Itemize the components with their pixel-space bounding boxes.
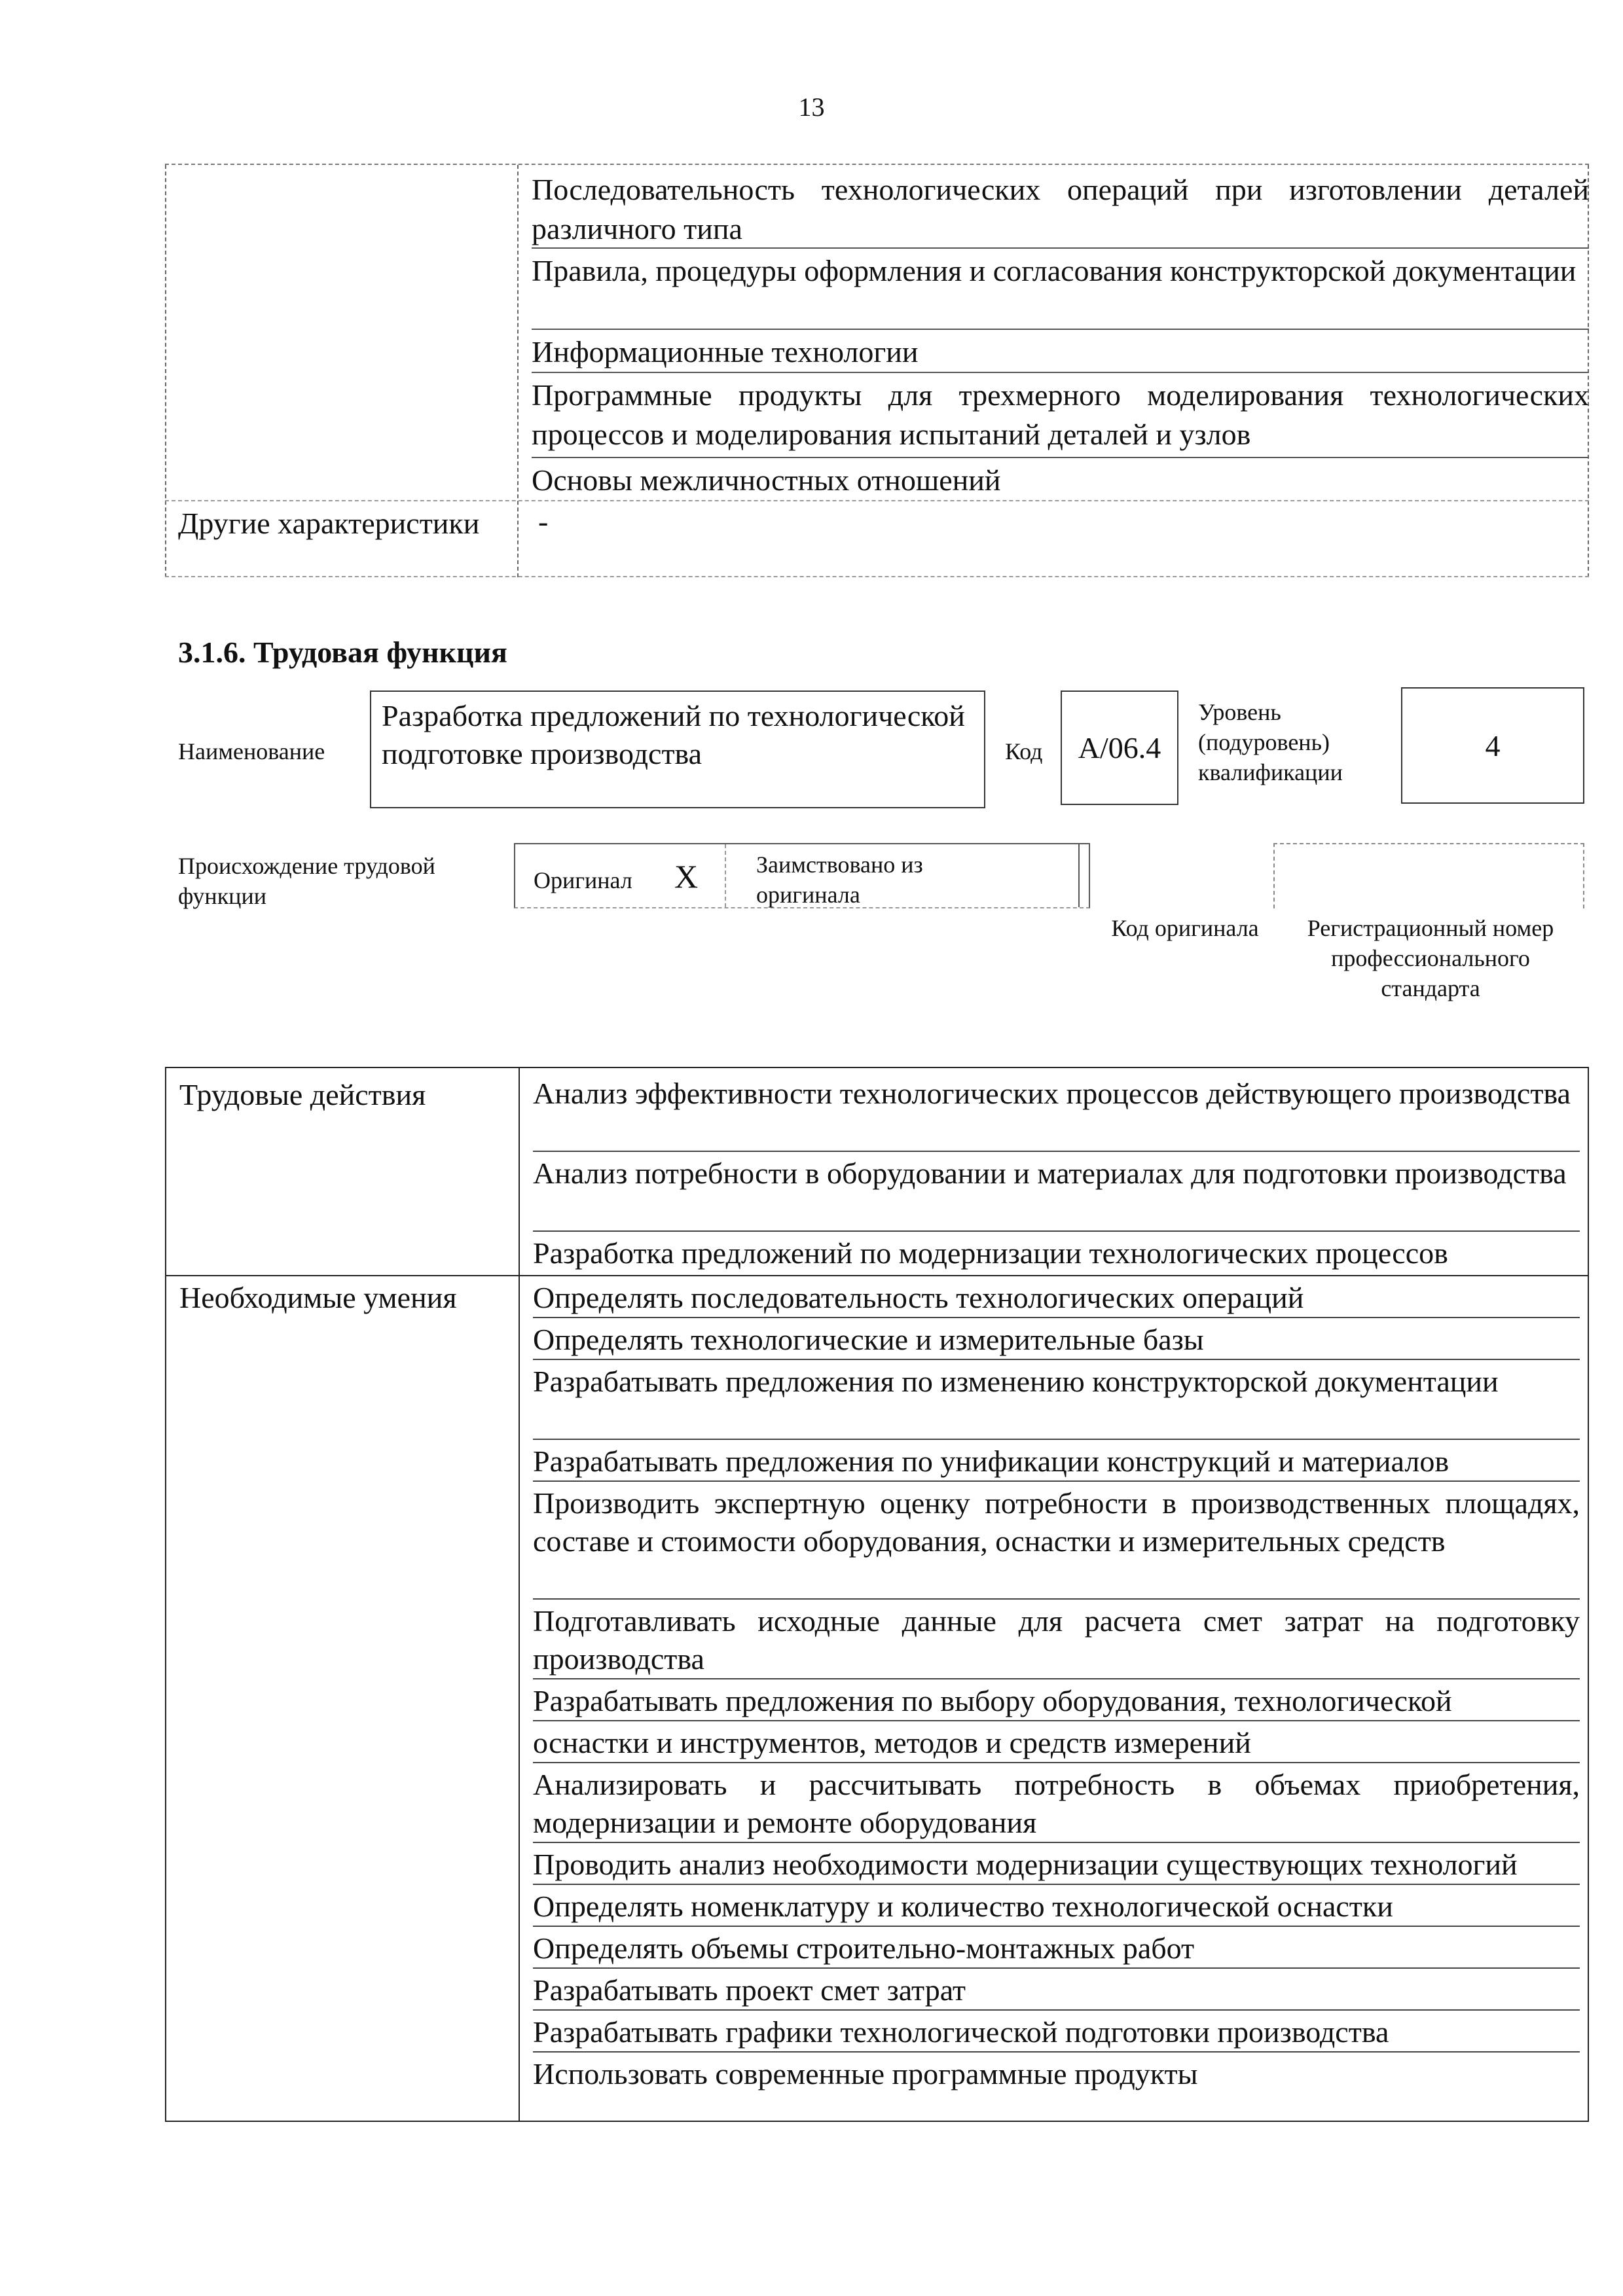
skill-item: Производить экспертную оценку потребности в производственных площадях, составе и стоимости оборудования, оснастки и измерительных средств — [533, 1484, 1580, 1600]
skill-item: Разрабатывать графики технологической подготовки производства — [533, 2013, 1580, 2053]
knowledge-item: Программные продукты для трехмерного моделирования технологических процессов и моделирования испытаний деталей и узлов — [532, 376, 1589, 458]
name-label: Наименование — [178, 738, 325, 764]
code-label: Код — [1005, 738, 1043, 764]
skill-item: оснастки и инструментов, методов и средств измерений — [533, 1724, 1580, 1763]
qualification-level-label: Уровень (подуровень) квалификации — [1198, 699, 1343, 785]
skill-item: Анализировать и рассчитывать потребность в объемах приобретения, модернизации и ремонте оборудования — [533, 1766, 1580, 1843]
function-code-value: A/06.4 — [1061, 691, 1178, 805]
page-number: 13 — [798, 92, 825, 122]
skill-item: Разрабатывать предложения по выбору оборудования, технологической — [533, 1682, 1580, 1721]
origin-label: Происхождение трудовой функции — [178, 853, 435, 909]
skill-item: Определять технологические и измерительные базы — [533, 1321, 1580, 1360]
qualification-level-value: 4 — [1401, 687, 1584, 804]
skill-item: Разрабатывать проект смет затрат — [533, 1971, 1580, 2011]
labor-action-item: Анализ эффективности технологических процессов действующего производства — [533, 1075, 1580, 1152]
reg-number-box — [1273, 843, 1584, 908]
labor-actions-label: Трудовые действия — [179, 1078, 426, 1111]
knowledge-item: Последовательность технологических операций при изготовлении деталей различного типа — [532, 170, 1589, 249]
reg-number-caption: Регистрационный номер профессионального стандарта — [1307, 915, 1554, 1001]
knowledge-item: Информационные технологии — [532, 332, 1589, 373]
code-original-caption: Код оригинала — [1111, 915, 1259, 941]
function-name-value: Разработка предложений по технологической подготовке производства — [370, 691, 985, 808]
labor-function-table — [165, 1067, 1589, 2122]
labor-action-item: Разработка предложений по модернизации технологических процессов — [533, 1236, 1448, 1270]
other-characteristics-value: - — [538, 505, 549, 538]
original-mark: X — [674, 858, 699, 895]
knowledge-item: Правила, процедуры оформления и согласования конструкторской документации — [532, 251, 1589, 330]
borrowed-label: Заимствовано из оригинала — [756, 852, 923, 908]
skill-item: Разрабатывать предложения по унификации конструкций и материалов — [533, 1443, 1580, 1482]
labor-action-item: Анализ потребности в оборудовании и материалах для подготовки производства — [533, 1155, 1580, 1232]
skill-item: Определять последовательность технологических операций — [533, 1279, 1580, 1318]
skill-item: Подготавливать исходные данные для расчета смет затрат на подготовку производства — [533, 1602, 1580, 1679]
skill-item: Использовать современные программные продукты — [533, 2057, 1198, 2090]
section-title: 3.1.6. Трудовая функция — [178, 636, 507, 669]
knowledge-item: Основы межличностных отношений — [532, 463, 1001, 497]
required-skills-label: Необходимые умения — [179, 1281, 457, 1314]
original-label: Оригинал — [534, 867, 632, 893]
skill-item: Проводить анализ необходимости модернизации существующих технологий — [533, 1846, 1580, 1885]
skill-item: Определять номенклатуру и количество технологической оснастки — [533, 1888, 1580, 1927]
other-characteristics-label: Другие характеристики — [178, 507, 480, 540]
skill-item: Определять объемы строительно-монтажных работ — [533, 1929, 1580, 1969]
skill-item: Разрабатывать предложения по изменению конструкторской документации — [533, 1363, 1580, 1440]
